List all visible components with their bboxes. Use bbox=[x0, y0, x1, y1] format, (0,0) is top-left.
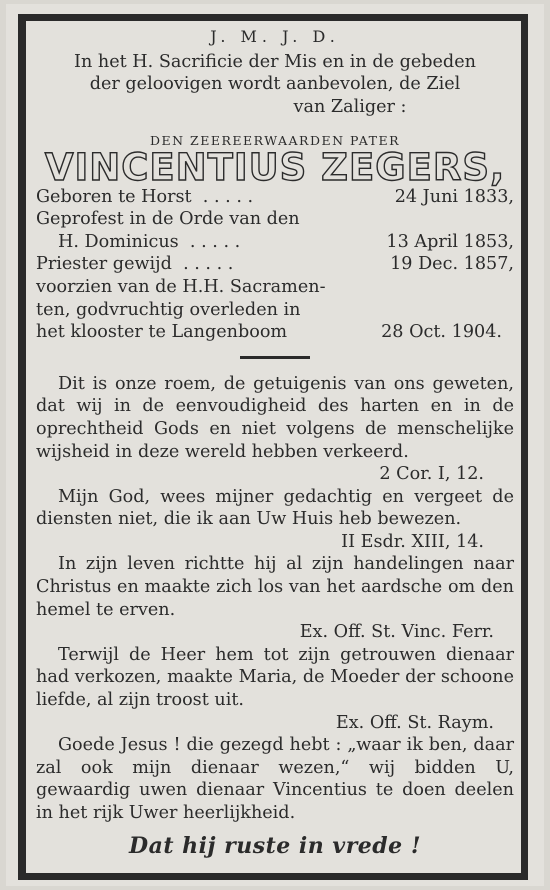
office-paragraph-1: In zijn leven richtte hij al zijn handelingen naar Christus en maakte zich los van het aardsche om den hemel te erven. bbox=[36, 554, 514, 620]
bio-row: Priester gewijd . . . . . 19 Dec. 1857, bbox=[36, 254, 514, 275]
bio-row: voorzien van de H.H. Sacramen- bbox=[36, 276, 326, 297]
bio-row: Geprofest in de Orde van den bbox=[36, 209, 300, 230]
bio-row: H. Dominicus . . . . . 13 April 1853, bbox=[58, 231, 514, 252]
intro-line-1: In het H. Sacrificie der Mis en in de gebeden bbox=[74, 51, 476, 72]
scripture-reference-1: 2 Cor. I, 12. bbox=[379, 464, 484, 485]
bio-row: het klooster te Langenboom 28 Oct. 1904. bbox=[36, 322, 502, 343]
closing-line: Dat hij ruste in vrede ! bbox=[129, 832, 421, 859]
deceased-name: VINCENTIUS ZEGERS, bbox=[44, 145, 506, 189]
office-reference-2: Ex. Off. St. Raym. bbox=[335, 712, 494, 733]
office-reference-1: Ex. Off. St. Vinc. Ferr. bbox=[299, 622, 494, 643]
card-content bbox=[36, 26, 514, 857]
scripture-paragraph-1: Dit is onze roem, de getuigenis van ons geweten, dat wij in de eenvoudigheid des harten en in de oprechtheid Gods en niet volgens de menschelijke wijsheid in deze wereld hebben verkeerd. bbox=[36, 373, 514, 462]
title-subtitle: DEN ZEEREERWAARDEN PATER bbox=[149, 133, 401, 149]
section-divider bbox=[240, 356, 310, 359]
office-paragraph-2: Terwijl de Heer hem tot zijn getrouwen dienaar had verkozen, maakte Maria, de Moeder der schoone liefde, al zijn troost uit. bbox=[36, 644, 514, 711]
bio-row: Geboren te Horst . . . . . 24 Juni 1833, bbox=[36, 186, 514, 207]
scripture-paragraph-2: Mijn God, wees mijner gedachtig en vergeet de diensten niet, die ik aan Uw Huis heb bewezen. bbox=[36, 486, 514, 530]
heading-jmjd: J. M. J. D. bbox=[210, 27, 340, 46]
bio-row: ten, godvruchtig overleden in bbox=[36, 299, 301, 320]
intro-line-3: van Zaliger : bbox=[293, 96, 407, 117]
intro-line-2: der geloovigen wordt aanbevolen, de Ziel bbox=[89, 74, 461, 95]
prayer-paragraph: Goede Jesus ! die gezegd hebt : „waar ik ben, daar zal ook mijn dienaar wezen,“ wij bidden U, gewaardig uwen dienaar Vincentius te doen deelen in het rijk Uwer heerlijkheid. bbox=[36, 735, 514, 823]
memorial-card bbox=[6, 4, 544, 886]
scripture-reference-2: II Esdr. XIII, 14. bbox=[341, 531, 484, 552]
